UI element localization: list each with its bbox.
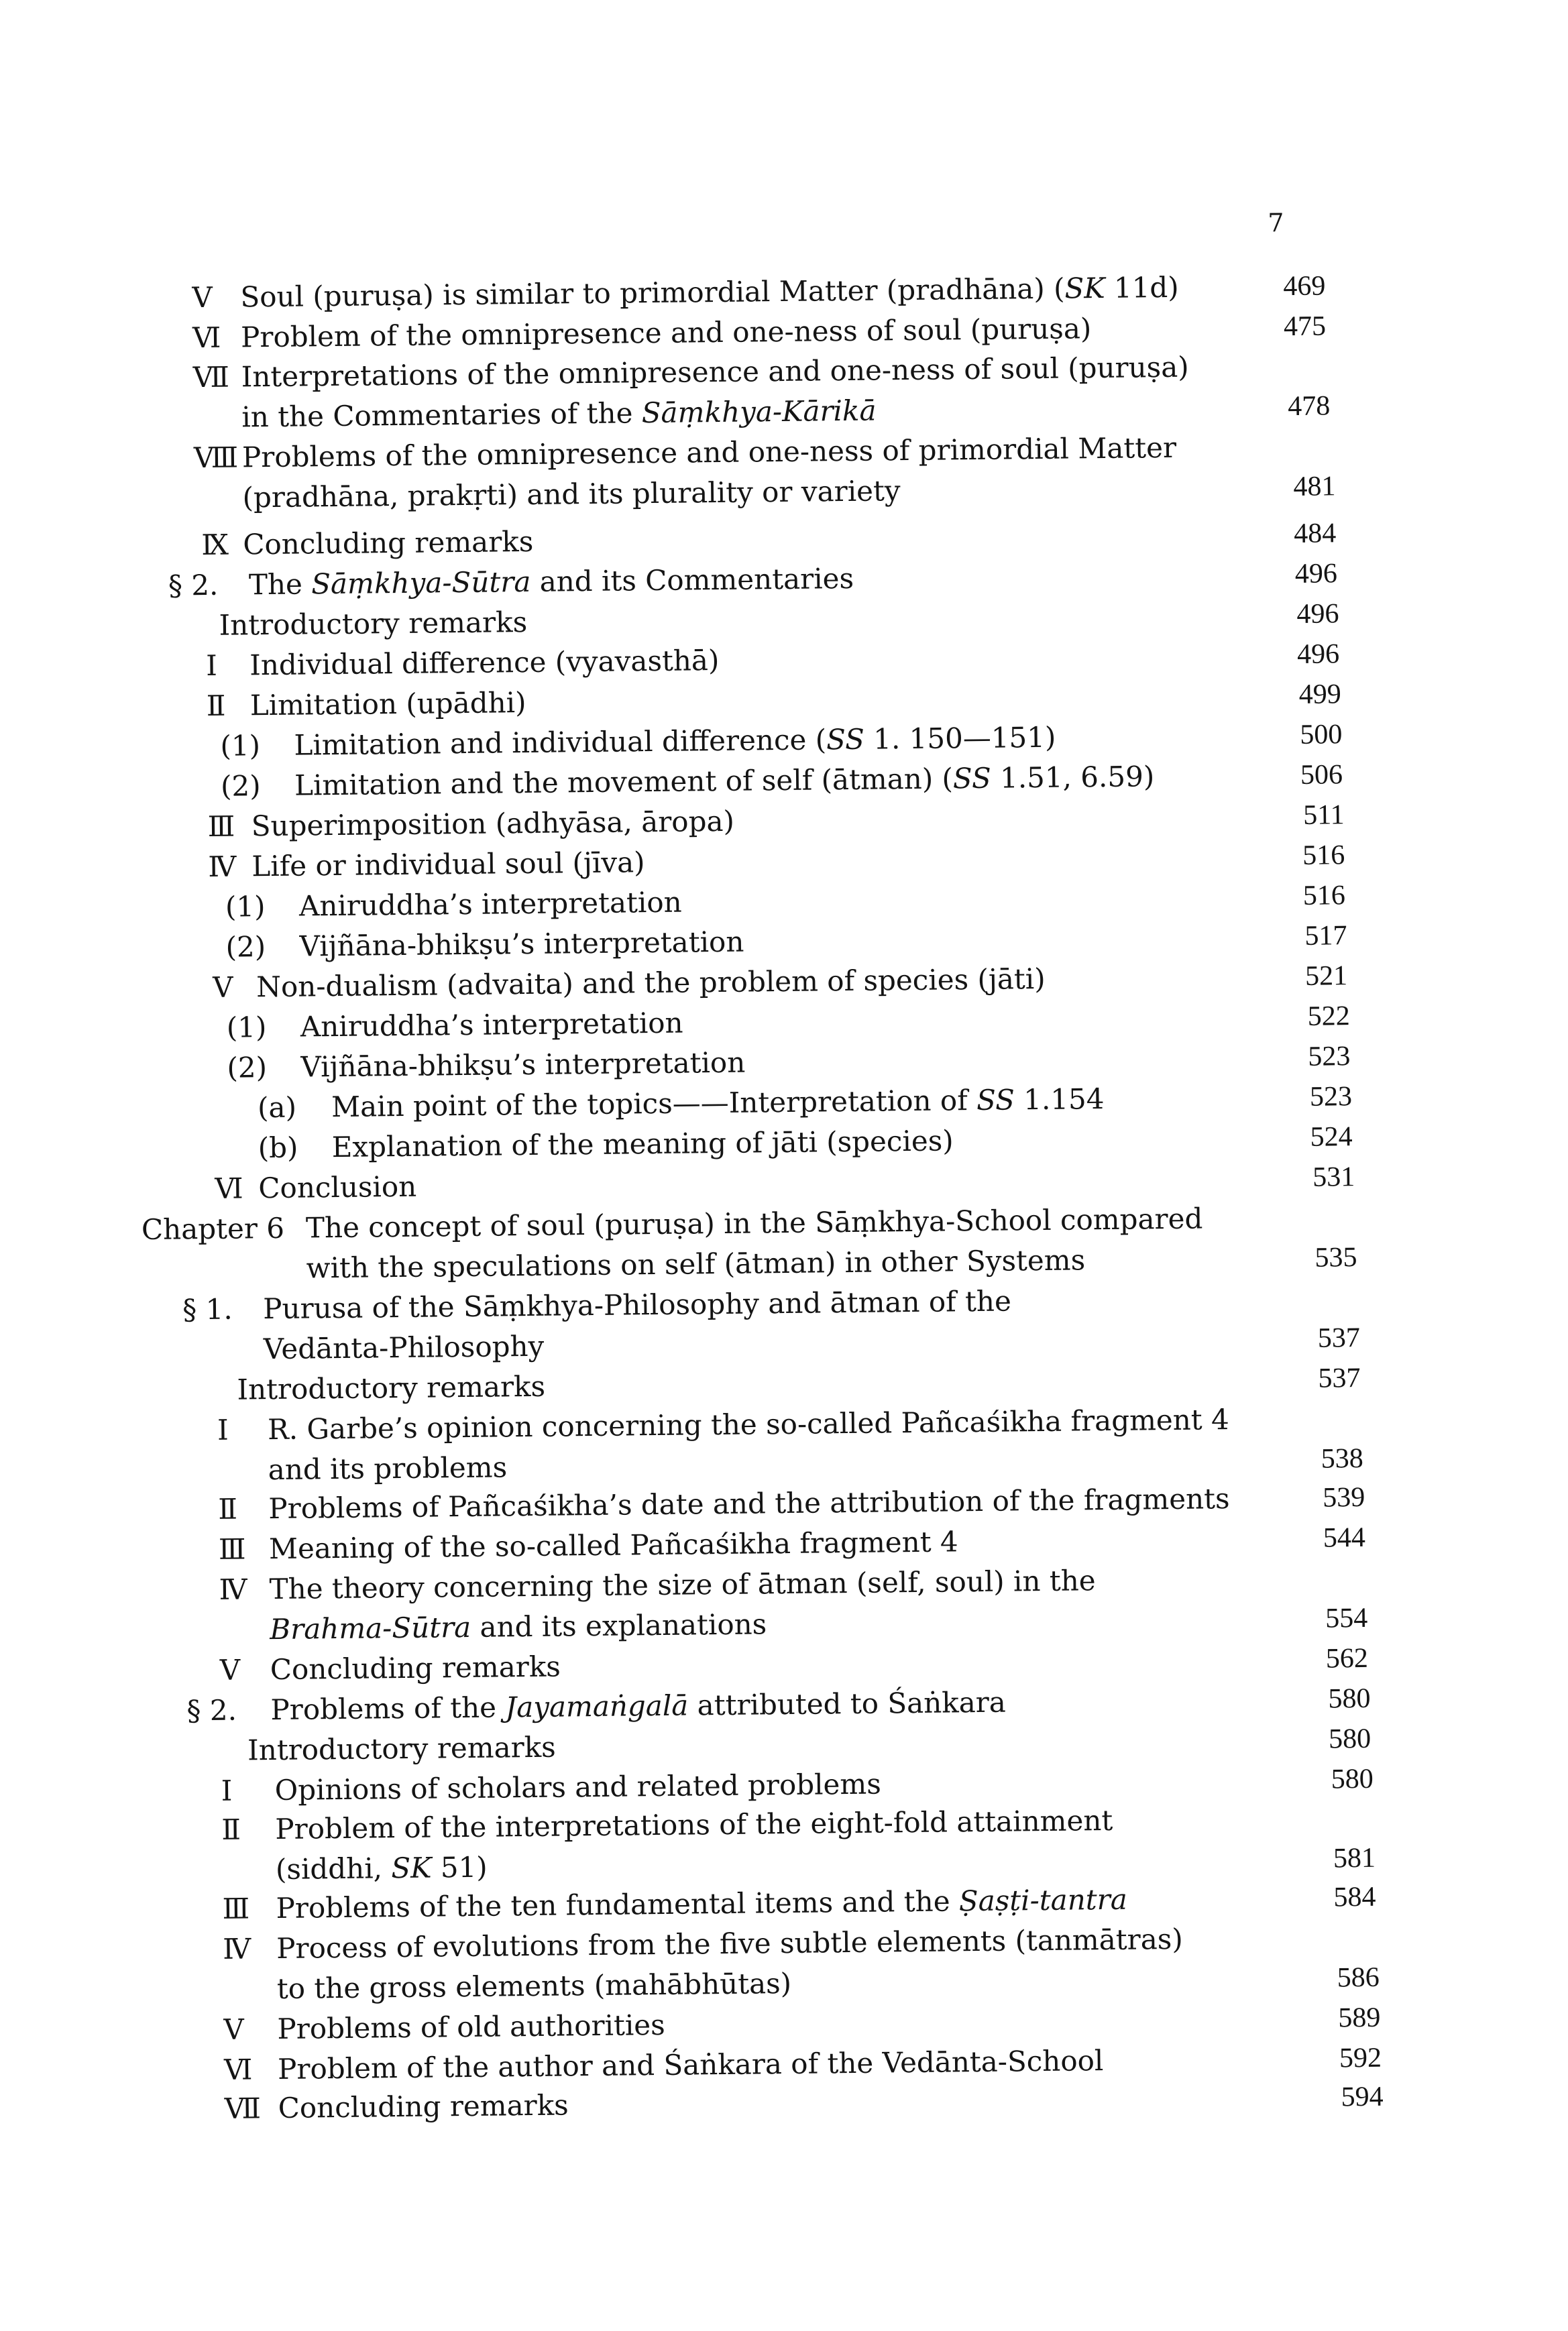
toc-entry-label: (1) [220,729,261,762]
toc-entry-title-part: Introductory remarks [219,605,528,642]
toc-entry-label: Ⅲ [207,809,235,843]
toc-entry-page-number: 589 [1338,2002,1381,2034]
toc-entry-page-number: 539 [1323,1481,1365,1514]
toc-entry-title-part: Concluding remarks [243,524,534,561]
toc-entry-title [242,471,901,518]
toc-entry-title-part: Problems of old authorities [277,2008,665,2045]
toc-entry-page-number: 475 [1283,310,1327,343]
toc-entry-page-number: 537 [1317,1322,1361,1354]
toc-entry-title-part: Explanation of the meaning of jāti (species) [331,1124,954,1164]
toc-entry-page-number: 531 [1312,1161,1355,1193]
toc-entry-title [277,2005,665,2049]
toc-entry-title [250,683,526,726]
toc-entry-title-part: Limitation and individual difference ( [294,723,827,762]
toc-entry-page-number: 524 [1310,1121,1353,1153]
toc-entry-page-number: 496 [1296,638,1340,670]
toc-entry-title-part: to the gross elements (mahābhūtas) [276,1966,792,2005]
toc-entry-page-number: 484 [1293,518,1337,549]
toc-entry-title [251,842,645,887]
toc-entry-title [277,1964,792,2009]
toc-entry-title [249,640,720,685]
toc-entry-page-number: 506 [1300,759,1343,791]
toc-entry-title-part: Problem of the author and Śaṅkara of the Vedānta-School [277,2044,1104,2086]
toc-entry-page-number: 580 [1328,1683,1371,1715]
toc-entry-title-part: Problem of the interpretations of the eight-fold attainment [275,1803,1113,1846]
toc-entry-page-number: 584 [1333,1881,1376,1913]
toc-entry-label: I [205,648,218,682]
toc-entry-label: Ⅳ [219,1573,247,1606]
toc-entry-page-number: 523 [1309,1081,1353,1113]
toc-entry-title-part: Superimposition (adhyāsa, āropa) [251,804,735,843]
toc-entry-page-number: 478 [1288,390,1331,422]
toc-entry-label: Ⅱ [218,1492,238,1526]
toc-entry-label: § 2. [168,568,219,602]
toc-entry-page-number: 522 [1307,1001,1351,1032]
toc-entry-label: I [221,1774,233,1807]
toc-entry-label: Ⅶ [192,360,230,394]
toc-entry-title [300,1043,745,1088]
toc-entry-title-part: Concluding remarks [270,1650,561,1687]
toc-entry-label: Ⅱ [206,689,226,722]
toc-entry-label: § 1. [182,1292,233,1326]
toc-entry-page-number: 544 [1323,1522,1366,1554]
toc-entry-page-number: 562 [1325,1642,1369,1674]
toc-entry-page-number: 538 [1321,1442,1363,1475]
toc-entry-title-part: Purusa of the Sāṃkhya-Philosophy and ātman of the [263,1284,1012,1326]
toc-entry-label: § 2. [186,1693,237,1727]
toc-entry-title [219,602,527,646]
toc-entry-label: Ⅲ [222,1892,250,1925]
toc-entry-page-number: 594 [1341,2081,1384,2113]
toc-entry-title [268,1447,507,1490]
toc-entry-title-part: attributed to Śaṅkara [688,1685,1007,1722]
toc-entry-page-number: 499 [1298,679,1341,710]
toc-entry-page-number: 535 [1314,1242,1357,1273]
toc-entry-label: (a) [257,1090,297,1125]
toc-entry-label: Chapter 6 [141,1211,285,1247]
toc-entry-page-number: 469 [1283,270,1326,302]
toc-entry-title [264,1326,545,1369]
toc-entry-label: (1) [225,890,266,923]
toc-entry-title-italic: Brahma-Sūtra [270,1610,471,1646]
toc-entry-title-part: 11d) [1105,270,1179,304]
toc-entry-title [258,1167,416,1208]
toc-entry-title-part: Aniruddha’s interpretation [300,1006,683,1043]
toc-entry-label: (1) [226,1011,267,1044]
toc-entry-page-number: 500 [1300,719,1343,750]
toc-entry-title-part: Meaning of the so-called Pañcaśikha fragment 4 [268,1525,958,1566]
toc-entry-title-part: Vedānta-Philosophy [263,1329,545,1366]
toc-entry-title-part: Problems of the [270,1691,506,1727]
toc-entry-label: I [217,1413,229,1446]
toc-entry-title-italic: Sāṃkhya-Sūtra [311,565,531,601]
toc-entry-title-part: with the speculations on self (ātman) in other Systems [306,1243,1086,1285]
toc-entry-title [270,1604,767,1650]
toc-entry-title [300,1003,683,1047]
toc-entry-label: Ⅳ [222,1932,251,1966]
toc-entry-title [241,391,877,438]
toc-entry-title-part: Conclusion [258,1170,417,1205]
toc-entry-page-number: 554 [1325,1602,1368,1634]
toc-entry-page-number: 496 [1294,558,1338,589]
toc-entry-title-italic: SS [952,761,991,795]
toc-entry-label: Ⅶ [224,2092,262,2125]
toc-entry-title-part: The concept of soul (puruṣa) in the Sāṃkhya-School compared [305,1202,1203,1245]
toc-entry-label: V [212,970,233,1004]
toc-entry-title-italic: SK [1064,271,1105,305]
toc-entry-title [247,1727,556,1771]
toc-entry-title [237,1367,545,1410]
toc-entry-title-part: (siddhi, [275,1852,392,1886]
toc-entry-label: Ⅳ [208,850,237,883]
toc-entry-title-part: 1. 150—151) [864,720,1056,756]
toc-entry-label: Ⅵ [192,321,221,355]
toc-entry-title-part: Vijñāna-bhikṣu’s interpretation [299,925,744,963]
toc-entry-title-part: Aniruddha’s interpretation [298,885,682,923]
toc-entry-title [331,1121,954,1168]
toc-entry-label: Ⅱ [221,1813,241,1846]
toc-entry-title-part: and its problems [268,1451,508,1487]
toc-entry-page-number: 580 [1328,1723,1371,1755]
toc-entry-title-italic: SS [976,1083,1015,1117]
toc-entry-label: (2) [227,1051,268,1084]
page-number: 7 [1268,208,1284,238]
toc-entry-label: Ⅷ [193,441,239,475]
toc-entry-page-number: 496 [1296,598,1339,630]
toc-entry-title-part: Vijñāna-bhikṣu’s interpretation [300,1045,746,1084]
toc-entry-title [278,2085,569,2128]
toc-entry-title-part: in the Commentaries of the [241,396,642,434]
toc-entry-title-part: Introductory remarks [237,1369,546,1406]
toc-entry-title [243,522,534,565]
toc-entry-title-part: and its Commentaries [530,561,854,598]
toc-entry-page-number: 521 [1304,960,1348,992]
toc-entry-page-number: 537 [1318,1363,1361,1394]
toc-entry-page-number: 592 [1339,2042,1382,2074]
toc-entry-title-part: Soul (puruṣa) is similar to primordial Matter (pradhāna) ( [240,272,1065,314]
toc-entry-title [251,801,734,847]
toc-entry-title-italic: SS [826,722,865,756]
toc-entry-page-number: 511 [1302,799,1345,831]
toc-entry-page-number: 580 [1331,1763,1374,1795]
toc-entry-title-part: and its explanations [470,1607,767,1644]
toc-entry-page-number: 481 [1293,471,1336,503]
toc-entry-label: (2) [225,930,266,964]
toc-entry-title-part: 51) [431,1850,488,1884]
toc-entry-label: (2) [220,769,261,803]
toc-entry-title-italic: Jayamaṅgalā [505,1689,689,1724]
toc-entry-title [299,922,744,967]
toc-entry-page-number: 516 [1302,840,1345,871]
toc-entry-page-number: 523 [1308,1041,1351,1072]
toc-entry-title-part: Main point of the topics——Interpretation of [331,1084,977,1124]
toc-entry-label: V [192,280,213,315]
toc-entry-title-italic: Ṣaṣṭi-tantra [958,1882,1127,1918]
toc-entry-label: Ⅵ [215,1172,243,1205]
toc-entry-page-number: 516 [1302,880,1346,911]
toc-entry-page-number: 586 [1337,1962,1380,1994]
toc-entry-title-part: R. Garbe’s opinion concerning the so-called Pañcaśikha fragment 4 [267,1403,1229,1446]
toc-entry-title-italic: Sāṃkhya-Kārikā [641,394,877,430]
toc-entry-title-part: Process of evolutions from the five subtle elements (tanmātras) [276,1922,1183,1965]
toc-entry-label: (b) [258,1131,298,1165]
toc-entry-title-part: Non-dualism (advaita) and the problem of species (jāti) [256,962,1046,1004]
toc-entry-title-italic: SK [391,1851,432,1885]
toc-entry-title [299,883,682,927]
toc-entry-title [270,1647,561,1691]
toc-entry-title-part: (pradhāna, prakṛti) and its plurality or variety [242,474,901,514]
toc-entry-title-part: Concluding remarks [278,2088,569,2124]
toc-entry-title [276,1847,488,1890]
toc-entry-title-part: Individual difference (vyavasthā) [249,643,720,682]
toc-entry-page-number: 517 [1304,920,1347,952]
toc-entry-page-number: 581 [1333,1842,1376,1874]
toc-entry-title-part: Limitation (upādhi) [249,686,526,722]
toc-entry-title-part: Opinions of scholars and related problems [274,1767,882,1807]
toc-entry-title-part: 1.51, 6.59) [991,760,1155,795]
toc-entry-title-part: Problems of Pañcaśikha’s date and the attribution of the fragments [268,1482,1230,1526]
toc-entry-title-part: Introductory remarks [247,1730,556,1767]
toc-entry-title [249,559,854,605]
toc-entry-label: Ⅵ [223,2053,253,2086]
toc-entry-title-part: Problem of the omnipresence and one-ness of soul (puruṣa) [240,312,1092,354]
toc-entry-title-part: Life or individual soul (jīva) [251,846,645,883]
toc-entry-title-part: Problems of the ten fundamental items and the [276,1884,960,1925]
toc-entry-title-part: Limitation and the movement of self (ātman) ( [294,762,954,802]
toc-entry-label: Ⅲ [218,1532,246,1566]
toc-entry-label: V [219,1653,241,1687]
toc-entry-label: Ⅸ [201,528,229,562]
toc-entry-title-part: The theory concerning the size of ātman (self, soul) in the [269,1564,1096,1606]
toc-entry-label: V [223,2012,245,2046]
toc-entry-title-part: 1.154 [1014,1082,1105,1117]
toc-entry-title-part: Interpretations of the omnipresence and one-ness of soul (puruṣa) [241,350,1189,394]
toc-entry-title [269,1522,958,1569]
toc-entry-title-part: Problems of the omnipresence and one-ness of primordial Matter [241,431,1177,474]
toc-entry-title-part: The [248,567,312,602]
